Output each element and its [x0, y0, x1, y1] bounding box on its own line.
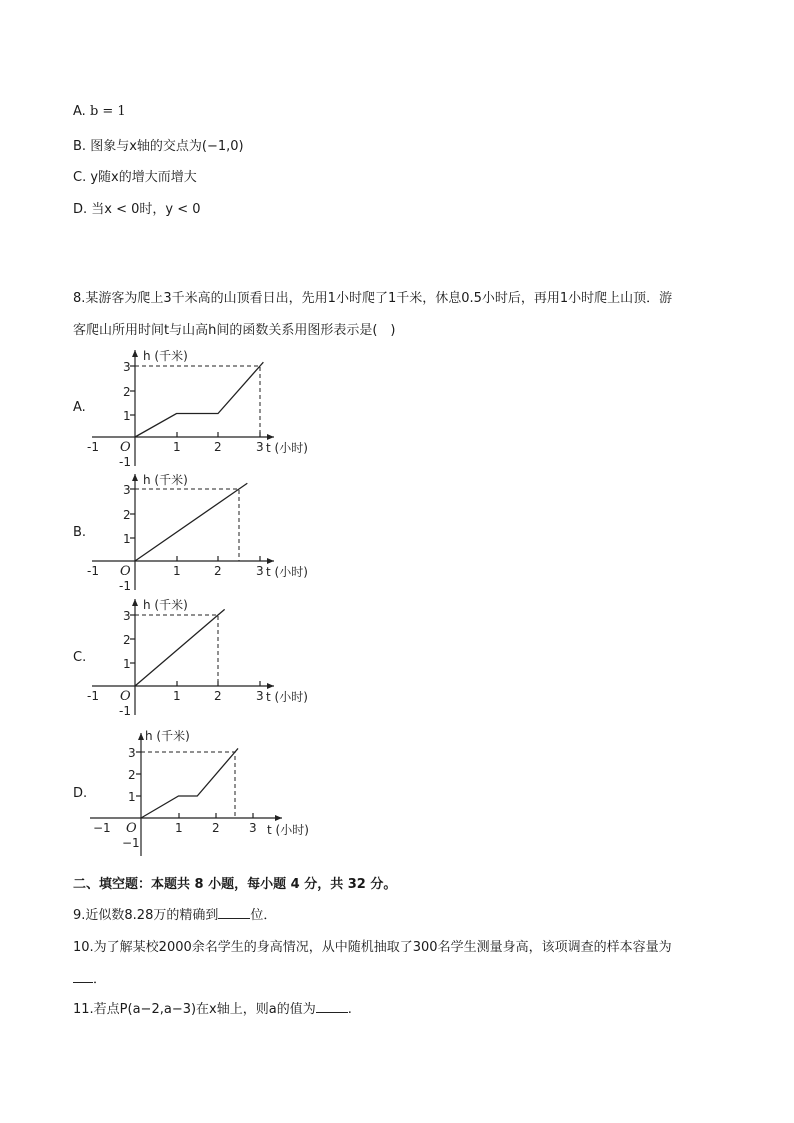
- graph-line-option-b: [135, 483, 247, 561]
- graph-line-option-d: [141, 748, 238, 818]
- y-tick-1: 1: [128, 790, 136, 804]
- q8-line-2: 客爬山所用时间t与山高h间的函数关系用图形表示是( ): [73, 323, 396, 338]
- section-2-heading: 二、填空题：本题共 8 小题，每小题 4 分，共 32 分。: [73, 877, 397, 892]
- q10-answer-blank[interactable]: [73, 970, 93, 983]
- x-tick-2: 2: [214, 440, 222, 454]
- q7-option-b: B. 图象与x轴的交点为(−1,0): [73, 139, 244, 154]
- q11: 11.若点P(a−2,a−3)在x轴上，则a的值为 .: [73, 1002, 352, 1017]
- y-axis-label: h (千米): [143, 473, 188, 487]
- q10-line-2: ．: [73, 968, 106, 987]
- x-axis-label: t (小时): [266, 690, 308, 704]
- q8-option-b-label: B.: [73, 525, 87, 540]
- x-tick-2: 2: [212, 821, 220, 835]
- origin-label: O: [120, 564, 131, 579]
- q7-option-d: D. 当x < 0时，y < 0: [73, 202, 201, 217]
- x-tick-1: 1: [173, 689, 181, 703]
- q11-answer-blank[interactable]: [316, 1000, 348, 1013]
- q10: [73, 936, 672, 955]
- graph-a: [80, 344, 340, 474]
- y-tick-neg1: -1: [119, 579, 131, 593]
- x-axis-label: t (小时): [267, 823, 309, 837]
- q8-line-1: 8.某游客为爬上3千米高的山顶看日出，先用1小时爬了1千米，休息0.5小时后，再用1小时爬上山顶．游: [73, 291, 673, 306]
- y-axis-label: h (千米): [145, 729, 190, 743]
- dashed-guide-option-d: [141, 752, 235, 818]
- q8-option-c-label: C.: [73, 650, 87, 665]
- graph-d: [80, 725, 340, 865]
- x-tick-2: 2: [214, 689, 222, 703]
- x-tick-1: 1: [173, 440, 181, 454]
- y-tick-3: 3: [128, 746, 136, 760]
- x-tick-1: 1: [173, 564, 181, 578]
- y-tick-3: 3: [123, 360, 131, 374]
- y-tick-1: 1: [123, 532, 131, 546]
- x-tick-3: 3: [249, 821, 257, 835]
- q9-answer-blank[interactable]: [218, 906, 250, 919]
- q11-text: 11.若点P(a−2,a−3)在x轴上，则a的值为: [73, 1002, 316, 1017]
- y-tick-2: 2: [123, 385, 131, 399]
- x-axis-label: t (小时): [266, 441, 308, 455]
- x-tick-neg1: -1: [87, 689, 99, 703]
- x-tick-1: 1: [175, 821, 183, 835]
- graph-b: [80, 468, 340, 598]
- y-tick-3: 3: [123, 609, 131, 623]
- q9: 9.近似数8.28万的精确到 位．: [73, 908, 277, 923]
- x-tick-3: 3: [256, 564, 264, 578]
- q8-option-a-label: A.: [73, 400, 86, 415]
- graph-line-option-a: [135, 362, 263, 437]
- x-tick-neg1: -1: [87, 440, 99, 454]
- y-tick-neg1: -1: [119, 704, 131, 718]
- y-tick-2: 2: [123, 633, 131, 647]
- q9-text: 9.近似数8.28万的精确到: [73, 908, 219, 923]
- y-tick-3: 3: [123, 483, 131, 497]
- y-tick-2: 2: [128, 768, 136, 782]
- q8-option-d-label: D.: [73, 786, 88, 801]
- y-tick-1: 1: [123, 409, 131, 423]
- x-tick-3: 3: [256, 440, 264, 454]
- q10-text: 10.为了解某校2000余名学生的身高情况，从中随机抽取了300名学生测量身高，该项调查的样本容量为: [73, 940, 672, 955]
- origin-label: O: [126, 821, 137, 836]
- y-tick-neg1: -1: [119, 455, 131, 469]
- y-axis-label: h (千米): [143, 598, 188, 612]
- x-tick-3: 3: [256, 689, 264, 703]
- q8-stem: [73, 283, 723, 347]
- graph-c: [80, 593, 340, 723]
- y-tick-2: 2: [123, 508, 131, 522]
- q7-option-c-text: y随x的增大而增大: [90, 170, 197, 185]
- x-tick-neg1: -1: [87, 564, 99, 578]
- origin-label: O: [120, 689, 131, 704]
- q7-option-d-text: 当x < 0时，y < 0: [91, 202, 201, 217]
- y-tick-neg1: −1: [122, 836, 140, 850]
- x-tick-neg1: −1: [93, 821, 111, 835]
- q7-option-b-text: 图象与x轴的交点为(−1,0): [90, 139, 244, 154]
- x-tick-2: 2: [214, 564, 222, 578]
- origin-label: O: [120, 440, 131, 455]
- x-axis-label: t (小时): [266, 565, 308, 579]
- y-tick-1: 1: [123, 657, 131, 671]
- graph-line-option-c: [135, 609, 225, 686]
- q7-option-c: C. y随x的增大而增大: [73, 170, 197, 185]
- q7-option-a-text: b = 1: [89, 104, 126, 119]
- q7-option-a: A. b = 1: [73, 104, 126, 119]
- y-axis-label: h (千米): [143, 349, 188, 363]
